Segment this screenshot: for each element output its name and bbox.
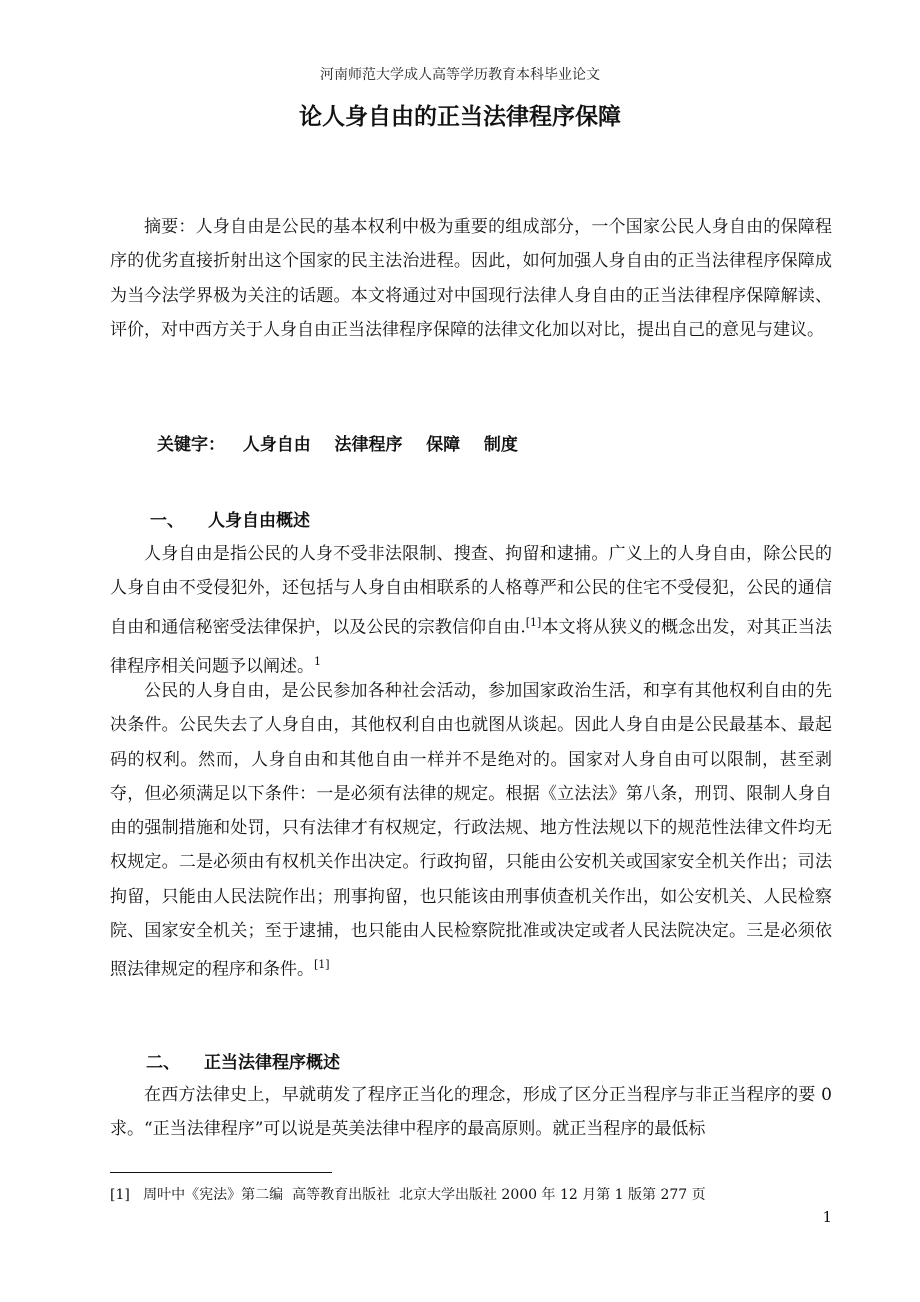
section-title: 人身自由概述 (208, 511, 310, 531)
running-header: 河南师范大学成人高等学历教育本科毕业论文 (320, 67, 600, 83)
keyword-item: 制度 (483, 435, 518, 455)
footnote-ref: 1 (314, 654, 321, 668)
keywords-label: 关键字： (157, 435, 225, 455)
section1-paragraph-2: 公民的人身自由，是公民参加各种社会活动，参加国家政治生活，和享有其他权利自由的先决条件。公民失去了人身自由，其他权利自由也就图从谈起。因此人身自由是公民最基本、最起码的权利。然而，人身自由和其他自由一样并不是绝对的。国家对人身自由可以限制，甚至剥夺，但必须满足以下条件：一是必须有法律的规定。根据《立法法》第八条，刑罚、限制人身自由的强制措施和处罚，只有法律才有权规定，行政法规、地方性法规以下的规范性法律文件均无权规定。二是必须由有权机关作出决定。行政拘留，只能由公安机关或国家安全机关作出；司法拘留，只能由人民法院作出；刑事拘留，也只能该由刑事侦查机关作出，如公安机关、人民检察院、国家安全机关；至于逮捕，也只能由人民检察院批准或决定或者人民法院决定。三是必须依照法律规定的程序和条件。[1] (110, 681, 832, 981)
abstract-paragraph: 摘要：人身自由是公民的基本权利中极为重要的组成部分，一个国家公民人身自由的保障程序的优劣直接折射出这个国家的民主法治进程。因此，如何加强人身自由的正当法律程序保障成为当今法学界极为关注的话题。本文将通过对中国现行法律人身自由的正当法律程序保障解读、评价，对中西方关于人身自由正当法律程序保障的法律文化加以对比，提出自己的意见与建议。 (110, 217, 832, 340)
section-number: 一、 (150, 511, 184, 531)
section-heading-2 (146, 1048, 340, 1073)
citation-ref: [1] (314, 958, 330, 972)
keyword-item: 法律程序 (334, 435, 403, 455)
section2-paragraph-1: 在西方法律史上，早就萌发了程序正当化的理念，形成了区分正当程序与非正当程序的要 0 求。“正当法律程序”可以说是英美法律中程序的最高原则。就正当程序的最低标 (110, 1085, 832, 1140)
footnote-divider (110, 1172, 332, 1173)
section-heading-1 (150, 506, 310, 531)
keyword-item: 保障 (426, 435, 461, 455)
section-title: 正当法律程序概述 (204, 1053, 340, 1073)
page-number: 1 (822, 1208, 832, 1226)
section1-paragraph-1: 人身自由是指公民的人身不受非法限制、搜查、拘留和逮捕。广义上的人身自由，除公民的人身自由不受侵犯外，还包括与人身自由相联系的人格尊严和公民的住宅不受侵犯，公民的通信自由和通信秘密受法律保护，以及公民的宗教信仰自由.[1]本文将从狭义的概念出发，对其正当法律程序相关问题予以阐述。$^1$ (110, 544, 833, 677)
keyword-item: 人身自由 (242, 435, 311, 455)
section-number: 二、 (146, 1053, 180, 1073)
footnote: [1] 周叶中《宪法》第二编 高等教育出版社 北京大学出版社 2000 年 12 月第 1 版第 277 页 (110, 1187, 706, 1203)
keywords-line (157, 430, 518, 455)
page-title: 论人身自由的正当法律程序保障 (299, 104, 621, 130)
citation-ref: [1] (525, 615, 542, 629)
